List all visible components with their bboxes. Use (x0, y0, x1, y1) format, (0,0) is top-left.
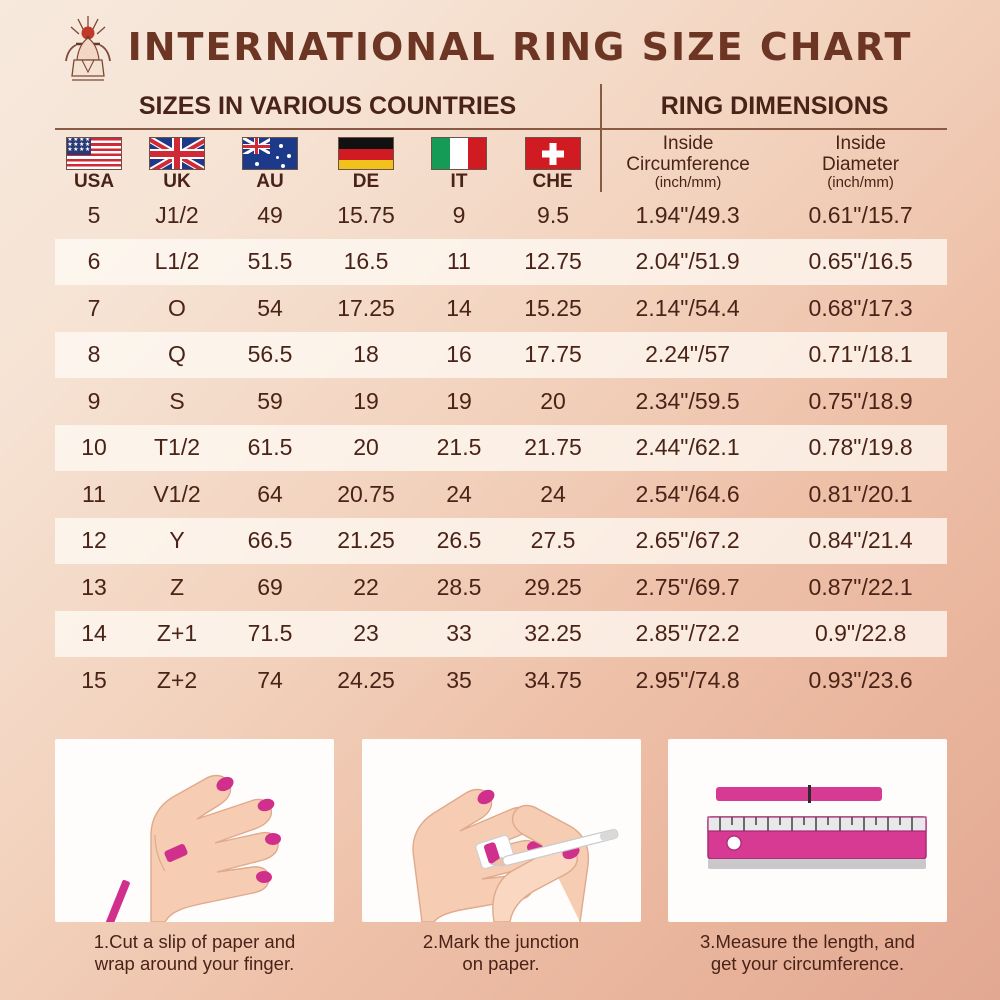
table-row (55, 611, 947, 658)
cell-usa: 12 (55, 518, 133, 565)
cell-de: 18 (319, 332, 413, 379)
flag-australia-icon (242, 137, 298, 170)
cell-circumference: 2.04"/51.9 (601, 239, 774, 286)
cell-uk: L1/2 (133, 239, 221, 286)
cell-circumference: 2.44"/62.1 (601, 425, 774, 472)
cell-circumference: 2.34"/59.5 (635, 387, 740, 414)
cell-che: 27.5 (505, 518, 601, 565)
jesus-cross-logo (52, 14, 124, 84)
cell-usa: 15 (81, 666, 107, 693)
cell-usa: 5 (87, 201, 101, 228)
col-header-it (413, 129, 505, 192)
col-header-de (319, 129, 413, 192)
cell-diameter: 0.87"/22.1 (808, 573, 913, 600)
cell-it: 21.5 (413, 425, 505, 472)
col-header-che (505, 129, 601, 192)
step-1-caption: 1.Cut a slip of paper and wrap around your finger. (93, 931, 296, 975)
page-title: INTERNATIONAL RING SIZE CHART (127, 25, 913, 69)
cell-che: 9.5 (537, 201, 570, 228)
cell-che: 24 (540, 480, 566, 507)
cell-che: 20 (540, 387, 566, 414)
group-header-row (55, 84, 947, 129)
cell-uk: Q (133, 332, 221, 379)
col-header-au (221, 129, 319, 192)
column-header-row (55, 129, 947, 192)
cell-au: 64 (257, 480, 283, 507)
cell-che: 12.75 (505, 239, 601, 286)
cell-au: 71.5 (221, 611, 319, 658)
cell-uk: S (169, 387, 185, 414)
cell-usa: 6 (55, 239, 133, 286)
cell-uk: J1/2 (155, 201, 199, 228)
table-row (55, 332, 947, 379)
cell-usa: 10 (55, 425, 133, 472)
cell-it: 11 (413, 239, 505, 286)
cell-it: 19 (446, 387, 472, 414)
ring-size-table (55, 84, 947, 704)
col-header-usa (55, 129, 133, 192)
table-row (55, 425, 947, 472)
cell-au: 49 (257, 201, 283, 228)
flag-germany-icon (338, 137, 394, 170)
table-row (55, 471, 947, 518)
cell-it: 14 (446, 294, 472, 321)
country-code-de: DE (352, 171, 380, 192)
cell-de: 24.25 (337, 666, 395, 693)
cell-au: 54 (257, 294, 283, 321)
country-code-au: AU (256, 171, 284, 192)
country-code-usa: USA (73, 171, 115, 192)
cell-au: 51.5 (221, 239, 319, 286)
cell-it: 28.5 (436, 573, 482, 600)
ruler-measuring-illustration (668, 739, 947, 922)
cell-che: 32.25 (505, 611, 601, 658)
table-row (55, 378, 947, 425)
cell-uk: T1/2 (133, 425, 221, 472)
country-code-uk: UK (163, 171, 191, 192)
cell-che: 15.25 (524, 294, 582, 321)
cell-au: 59 (257, 387, 283, 414)
cell-diameter: 0.68"/17.3 (808, 294, 913, 321)
cell-diameter: 0.81"/20.1 (808, 480, 913, 507)
cell-circumference: 2.24"/57 (601, 332, 774, 379)
cell-de: 21.25 (319, 518, 413, 565)
cell-it: 35 (446, 666, 472, 693)
cell-usa: 13 (81, 573, 107, 600)
cell-de: 15.75 (337, 201, 395, 228)
cell-uk: Y (133, 518, 221, 565)
flag-uk-icon (149, 137, 205, 170)
cell-uk: Z+2 (156, 666, 198, 693)
step-1 (55, 739, 334, 975)
cell-diameter: 0.71"/18.1 (774, 332, 947, 379)
flag-usa-icon: ★★★★ ★★★★ ★★★★ (66, 137, 122, 170)
cell-circumference: 2.54"/64.6 (635, 480, 740, 507)
table-row (55, 239, 947, 286)
flag-italy-icon (431, 137, 487, 170)
col-header-uk (133, 129, 221, 192)
cell-circumference: 2.95"/74.8 (635, 666, 740, 693)
cell-au: 66.5 (221, 518, 319, 565)
col-header-inside-diameter: Inside Diameter (inch/mm) (822, 132, 900, 192)
cell-circumference: 1.94"/49.3 (635, 201, 740, 228)
cell-diameter: 0.78"/19.8 (774, 425, 947, 472)
cell-au: 61.5 (221, 425, 319, 472)
cell-usa: 14 (55, 611, 133, 658)
cell-diameter: 0.9"/22.8 (774, 611, 947, 658)
table-row (55, 192, 947, 239)
cell-diameter: 0.65"/16.5 (774, 239, 947, 286)
cell-circumference: 2.75"/69.7 (635, 573, 740, 600)
cell-de: 22 (353, 573, 379, 600)
cell-che: 34.75 (524, 666, 582, 693)
cell-de: 20.75 (337, 480, 395, 507)
cell-au: 69 (257, 573, 283, 600)
cell-de: 23 (319, 611, 413, 658)
step-3 (668, 739, 947, 975)
cell-it: 16 (413, 332, 505, 379)
step-3-caption: 3.Measure the length, and get your circumference. (700, 931, 915, 975)
cell-diameter: 0.93"/23.6 (808, 666, 913, 693)
cell-it: 24 (446, 480, 472, 507)
cell-usa: 9 (87, 387, 101, 414)
cell-au: 56.5 (221, 332, 319, 379)
hands-marking-paper-illustration (362, 739, 641, 922)
cell-it: 33 (413, 611, 505, 658)
group-header-countries: SIZES IN VARIOUS COUNTRIES (55, 84, 601, 129)
cell-de: 17.25 (337, 294, 395, 321)
table-row (55, 518, 947, 565)
instruction-steps (55, 739, 947, 975)
cell-de: 20 (319, 425, 413, 472)
table-row (55, 657, 947, 704)
cell-che: 21.75 (505, 425, 601, 472)
table-row (55, 564, 947, 611)
country-code-it: IT (450, 171, 468, 192)
cell-circumference: 2.85"/72.2 (601, 611, 774, 658)
cell-diameter: 0.61"/15.7 (808, 201, 913, 228)
cell-de: 16.5 (319, 239, 413, 286)
cell-usa: 11 (82, 480, 106, 507)
cell-au: 74 (257, 666, 283, 693)
cell-usa: 8 (55, 332, 133, 379)
col-header-inside-circumference: Inside Circumference (inch/mm) (626, 132, 750, 192)
step-2-caption: 2.Mark the junction on paper. (422, 931, 580, 975)
group-header-dimensions: RING DIMENSIONS (601, 84, 947, 129)
step-2 (362, 739, 641, 975)
country-code-che: CHE (532, 171, 573, 192)
cell-diameter: 0.75"/18.9 (808, 387, 913, 414)
cell-circumference: 2.14"/54.4 (635, 294, 740, 321)
table-row (55, 285, 947, 332)
ring-size-table-wrapper (55, 84, 947, 704)
cell-it: 26.5 (413, 518, 505, 565)
cell-de: 19 (353, 387, 379, 414)
cell-che: 29.25 (524, 573, 582, 600)
cell-che: 17.75 (505, 332, 601, 379)
cell-uk: O (168, 294, 186, 321)
hand-with-paper-strip-illustration (55, 739, 334, 922)
cell-it: 9 (452, 201, 466, 228)
cell-uk: V1/2 (153, 480, 201, 507)
cell-uk: Z (169, 573, 185, 600)
cell-diameter: 0.84"/21.4 (774, 518, 947, 565)
cell-circumference: 2.65"/67.2 (601, 518, 774, 565)
flag-switzerland-icon (525, 137, 581, 170)
cell-uk: Z+1 (133, 611, 221, 658)
cell-usa: 7 (87, 294, 101, 321)
page-header (0, 8, 1000, 86)
